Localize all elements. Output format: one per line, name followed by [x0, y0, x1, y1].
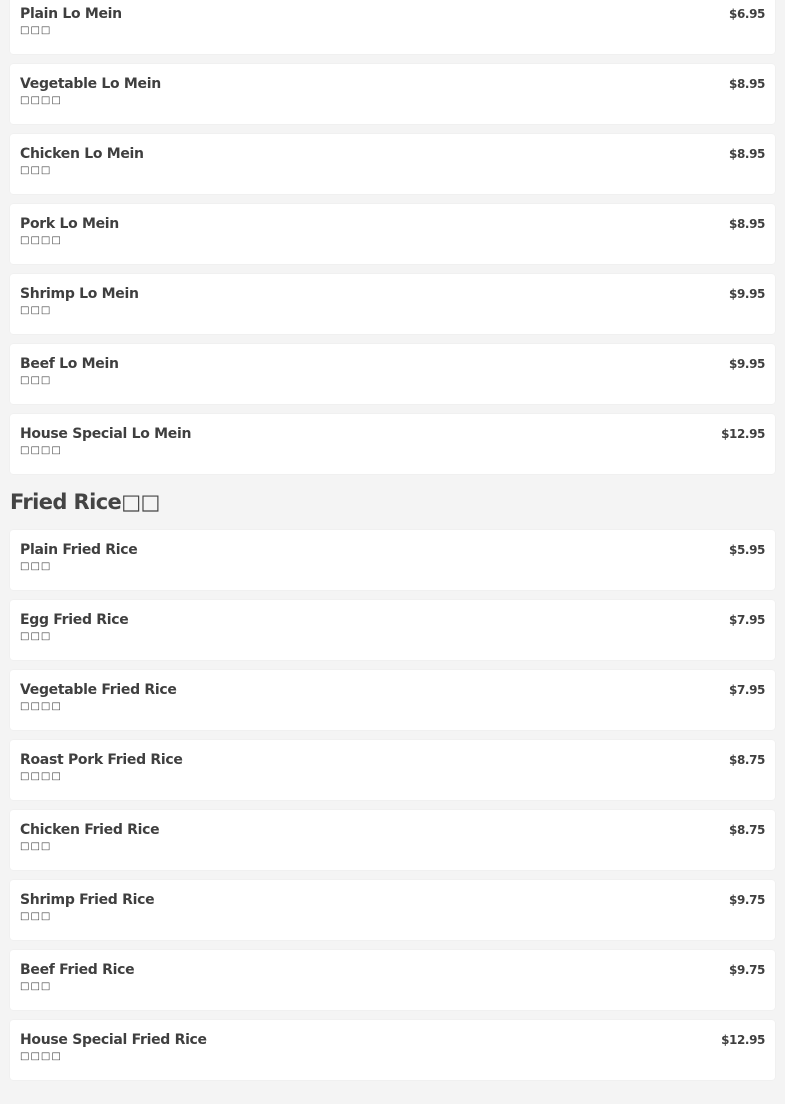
menu-item-name: Vegetable Lo Mein	[20, 76, 161, 92]
menu-item-name: Plain Fried Rice	[20, 542, 138, 558]
section-title: Fried Rice□□	[10, 490, 160, 514]
menu-item-name: Egg Fried Rice	[20, 612, 129, 628]
menu-item[interactable]	[10, 274, 775, 334]
menu-item-name: Roast Pork Fried Rice	[20, 752, 183, 768]
menu-item-price: $8.95	[729, 147, 765, 161]
menu-item-chinese-name: □□□	[20, 841, 52, 852]
menu-item-chinese-name: □□□	[20, 631, 52, 642]
menu-item-name: Shrimp Fried Rice	[20, 892, 155, 908]
menu-item[interactable]	[10, 810, 775, 870]
menu-item-price: $9.95	[729, 357, 765, 371]
menu-item[interactable]	[10, 64, 775, 124]
menu-item-chinese-name: □□□	[20, 25, 52, 36]
menu-item-price: $12.95	[721, 427, 765, 441]
menu-item-price: $7.95	[729, 683, 765, 697]
menu-item-chinese-name: □□□□	[20, 235, 62, 246]
menu-item[interactable]	[10, 134, 775, 194]
fried-rice-section	[10, 482, 775, 1080]
menu-item-chinese-name: □□□□	[20, 445, 62, 456]
menu-item-price: $5.95	[729, 543, 765, 557]
menu-item-chinese-name: □□□	[20, 911, 52, 922]
menu-item-chinese-name: □□□□	[20, 771, 62, 782]
menu-item-price: $8.95	[729, 77, 765, 91]
menu-item[interactable]	[10, 204, 775, 264]
menu-item[interactable]	[10, 414, 775, 474]
menu-item-price: $8.75	[729, 753, 765, 767]
menu-item-price: $6.95	[729, 7, 765, 21]
menu-item-chinese-name: □□□□	[20, 95, 62, 106]
menu-item-price: $8.75	[729, 823, 765, 837]
menu-item-name: Beef Fried Rice	[20, 962, 135, 978]
menu-item[interactable]	[10, 600, 775, 660]
menu-item[interactable]	[10, 344, 775, 404]
menu-item-name: Beef Lo Mein	[20, 356, 119, 372]
menu-item-name: Pork Lo Mein	[20, 216, 119, 232]
menu-item[interactable]	[10, 670, 775, 730]
menu-item-chinese-name: □□□□	[20, 1051, 62, 1062]
menu-item[interactable]	[10, 530, 775, 590]
menu-item-price: $9.75	[729, 893, 765, 907]
menu-item-chinese-name: □□□	[20, 305, 52, 316]
menu-item-name: House Special Lo Mein	[20, 426, 192, 442]
menu-item-name: Chicken Fried Rice	[20, 822, 160, 838]
menu-item-chinese-name: □□□	[20, 981, 52, 992]
menu-item-name: Vegetable Fried Rice	[20, 682, 177, 698]
menu-item[interactable]	[10, 1020, 775, 1080]
menu-item-price: $12.95	[721, 1033, 765, 1047]
menu-item-name: Shrimp Lo Mein	[20, 286, 139, 302]
menu-item[interactable]	[10, 0, 775, 54]
menu-item-chinese-name: □□□	[20, 375, 52, 386]
menu-item-price: $8.95	[729, 217, 765, 231]
menu-item-price: $9.95	[729, 287, 765, 301]
menu-item-name: Plain Lo Mein	[20, 6, 122, 22]
menu-item-chinese-name: □□□	[20, 165, 52, 176]
menu-page	[10, 0, 775, 1090]
menu-item-price: $7.95	[729, 613, 765, 627]
menu-item[interactable]	[10, 880, 775, 940]
menu-item-name: House Special Fried Rice	[20, 1032, 207, 1048]
menu-item-name: Chicken Lo Mein	[20, 146, 144, 162]
menu-item-chinese-name: □□□	[20, 561, 52, 572]
lo-mein-section	[10, 0, 775, 474]
menu-item-price: $9.75	[729, 963, 765, 977]
menu-item[interactable]	[10, 950, 775, 1010]
menu-item-chinese-name: □□□□	[20, 701, 62, 712]
menu-item[interactable]	[10, 740, 775, 800]
